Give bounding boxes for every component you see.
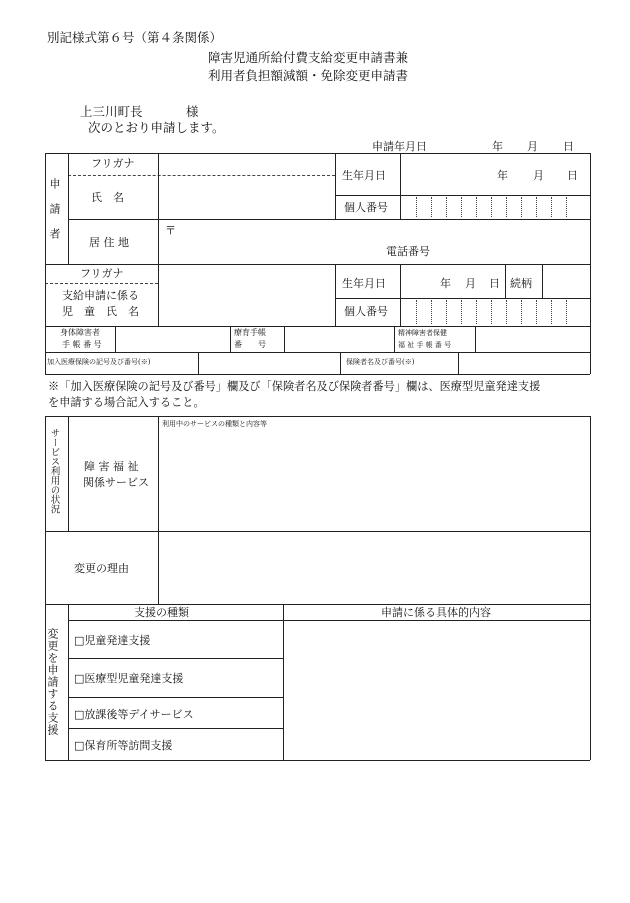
form-title-line1: 障害児通所給付費支給変更申請書兼 [208, 50, 409, 65]
child-birth-month: 月 [465, 277, 476, 290]
phone-label: 電話番号 [386, 245, 430, 258]
support-type-header: 支援の種類 [134, 606, 189, 619]
applicant-personal-number-label: 個人番号 [344, 201, 388, 214]
physical-certificate-label-line2: 手 帳 番 号 [62, 340, 102, 349]
mental-certificate-label-line2: 福 祉 手 帳 番 号 [398, 341, 452, 349]
service-usage-label-line2: 関係サービス [83, 476, 149, 489]
applicant-birth-month: 月 [533, 169, 544, 182]
child-birthdate-label: 生年月日 [342, 277, 386, 290]
change-reason-label: 変更の理由 [74, 562, 129, 575]
application-date-day: 日 [563, 140, 574, 153]
service-content-label: 利用中のサービスの種類と内容等 [162, 420, 267, 428]
support-item-medical-child-development[interactable]: □医療型児童発達支援 [74, 672, 184, 685]
physical-certificate-label-line1: 身体障害者 [60, 328, 100, 337]
note-line1: ※「加入医療保険の記号及び番号」欄及び「保険者名及び保険者番号」欄は、医療型児童発達支援 [48, 380, 541, 393]
form-number: 別記様式第６号（第４条関係） [47, 30, 223, 45]
child-furigana-label: フリガナ [80, 267, 124, 280]
child-birth-year: 年 [440, 277, 451, 290]
relationship-label: 続柄 [510, 277, 532, 290]
application-date-year: 年 [492, 140, 503, 153]
applicant-section-label: 申請者 [48, 178, 61, 253]
intro-text: 次のとおり申請します。 [88, 120, 225, 135]
service-usage-label-line1: 障 害 福 祉 [84, 460, 139, 473]
application-date-month: 月 [527, 140, 538, 153]
insurer-label: 保険者名及び番号(※) [346, 358, 415, 366]
support-item-after-school-day-service[interactable]: □放課後等デイサービス [74, 708, 194, 721]
child-personal-number-label: 個人番号 [344, 305, 388, 318]
child-name-label-line2: 児 童 氏 名 [62, 305, 139, 318]
support-item-child-development[interactable]: □児童発達支援 [74, 634, 151, 647]
support-item-nursery-visit-support[interactable]: □保育所等訪問支援 [74, 739, 173, 752]
applicant-address-label: 居 住 地 [89, 236, 129, 249]
applicant-name-label: 氏 名 [91, 191, 124, 204]
support-content-header: 申請に係る具体的内容 [381, 606, 491, 619]
insurance-number-label: 加入医療保険の記号及び番号(※) [47, 358, 151, 366]
change-support-side-label: 変更を申請する支援 [46, 628, 59, 736]
mental-certificate-label-line1: 精神障害者保健 [398, 329, 447, 337]
ryoiku-certificate-label-line1: 療育手帳 [234, 328, 266, 337]
child-birth-day: 日 [489, 277, 500, 290]
application-date-label: 申請年月日 [372, 140, 427, 153]
applicant-birth-day: 日 [567, 169, 578, 182]
honorific: 様 [186, 104, 199, 119]
ryoiku-certificate-label-line2: 番 号 [234, 340, 266, 349]
postal-mark: 〒 [165, 224, 176, 237]
service-usage-side-label: サービス利用の状況 [48, 428, 60, 514]
applicant-furigana-label: フリガナ [91, 157, 135, 170]
addressee: 上三川町長 [80, 104, 143, 119]
applicant-birth-year: 年 [497, 169, 508, 182]
applicant-birthdate-label: 生年月日 [342, 169, 386, 182]
form-title-line2: 利用者負担額減額・免除変更申請書 [208, 68, 409, 83]
note-line2: を申請する場合記入すること。 [48, 396, 205, 409]
child-name-label-line1: 支給申請に係る [62, 289, 139, 302]
